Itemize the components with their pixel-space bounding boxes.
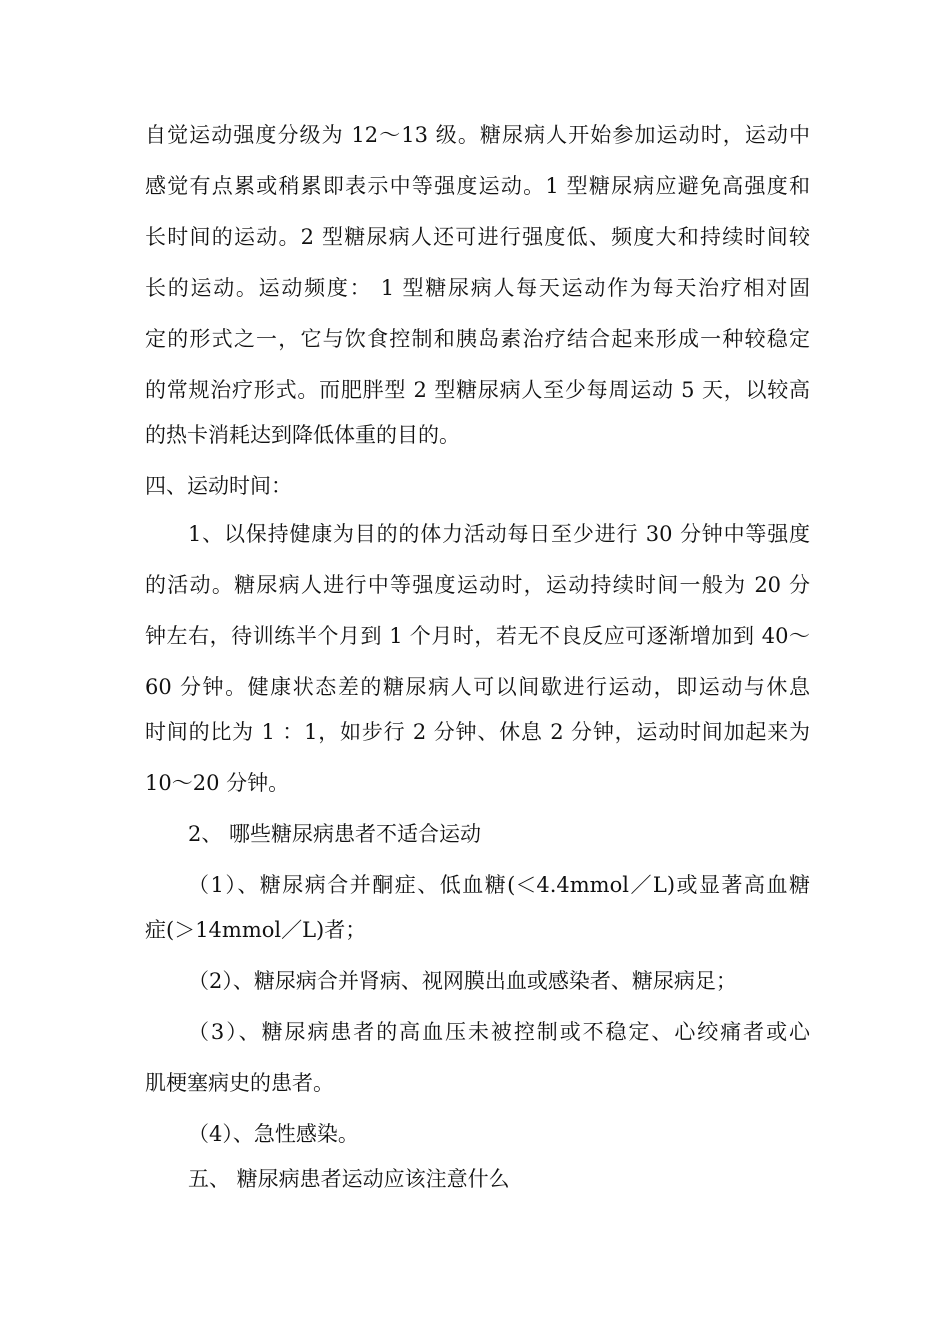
list-item-3: （3）、糖尿病患者的高血压未被控制或不稳定、心绞痛者或心: [188, 1020, 810, 1044]
list-item-4: （4）、急性感染。: [188, 1122, 359, 1146]
list-item-1: （1）、糖尿病合并酮症、低血糖(＜4.4mmol／L)或显著高血糖: [188, 873, 810, 897]
subheading-2: 2、 哪些糖尿病患者不适合运动: [188, 822, 482, 846]
text-line-7: 的热卡消耗达到降低体重的目的。: [145, 423, 460, 447]
text-line-10: 的活动。糖尿病人进行中等强度运动时，运动持续时间一般为 20 分: [145, 573, 810, 597]
text-line-1: 自觉运动强度分级为 12～13 级。糖尿病人开始参加运动时，运动中: [145, 123, 810, 147]
text-line-2: 感觉有点累或稍累即表示中等强度运动。1 型糖尿病应避免高强度和: [145, 174, 810, 198]
text-line-14: 10～20 分钟。: [145, 771, 290, 795]
text-line-5: 定的形式之一，它与饮食控制和胰岛素治疗结合起来形成一种较稳定: [145, 327, 810, 351]
list-item-2: （2）、糖尿病合并肾病、视网膜出血或感染者、糖尿病足；: [188, 969, 737, 993]
text-line-11: 钟左右，待训练半个月到 1 个月时，若无不良反应可逐渐增加到 40～: [145, 624, 810, 648]
text-line-4: 长的运动。运动频度： 1 型糖尿病人每天运动作为每天治疗相对固: [145, 276, 810, 300]
text-line-3: 长时间的运动。2 型糖尿病人还可进行强度低、频度大和持续时间较: [145, 225, 810, 249]
list-item-3-continued: 肌梗塞病史的患者。: [145, 1071, 334, 1095]
text-line-12: 60 分钟。健康状态差的糖尿病人可以间歇进行运动，即运动与休息: [145, 675, 810, 699]
text-line-6: 的常规治疗形式。而肥胖型 2 型糖尿病人至少每周运动 5 天，以较高: [145, 378, 810, 402]
section-heading-5: 五、 糖尿病患者运动应该注意什么: [188, 1167, 510, 1191]
list-item-1-continued: 症(＞14mmol／L)者；: [145, 918, 367, 942]
text-line-13: 时间的比为 1 ：1，如步行 2 分钟、休息 2 分钟，运动时间加起来为: [145, 720, 810, 744]
text-line-9: 1、以保持健康为目的的体力活动每日至少进行 30 分钟中等强度: [188, 522, 810, 546]
section-heading-4: 四、运动时间：: [145, 474, 292, 498]
